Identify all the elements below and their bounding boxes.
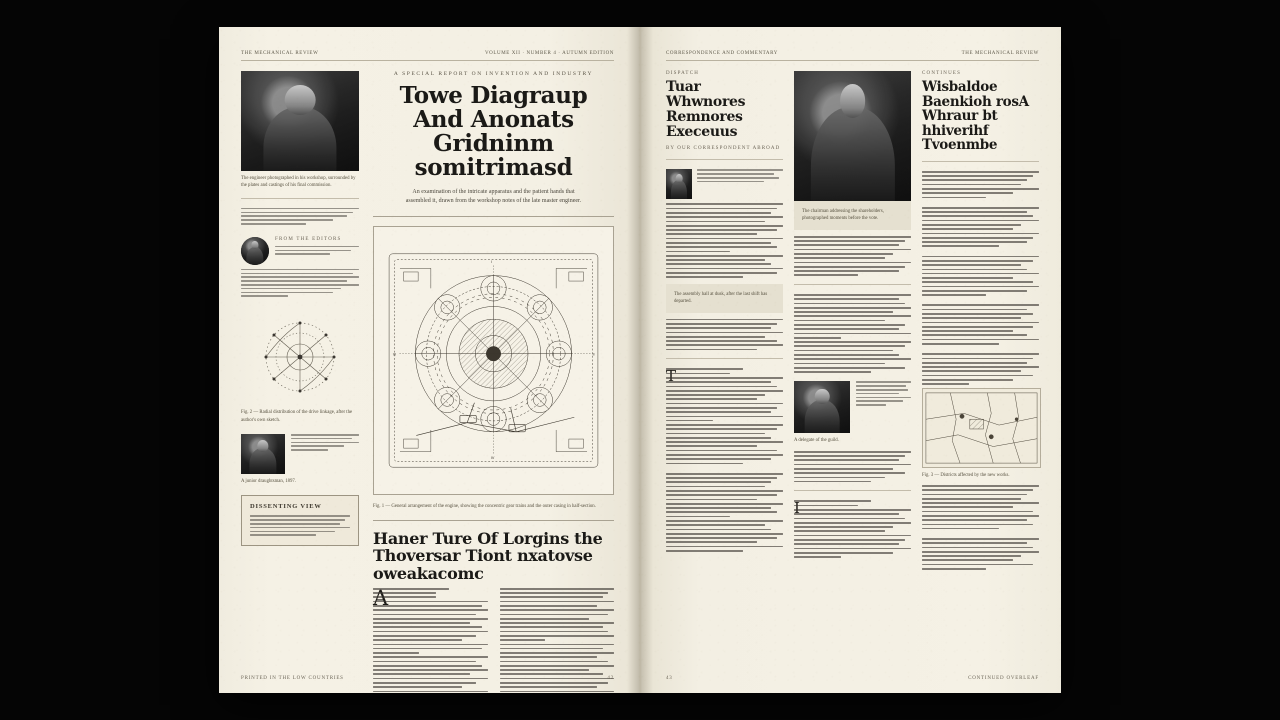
right-folio-note: CONTINUED OVERLEAF	[968, 676, 1039, 681]
right-col1-kicker: DISPATCH	[666, 71, 700, 76]
right-col2-body-lines-a	[794, 236, 911, 276]
dissenting-view-lines	[250, 515, 350, 535]
editors-note-lines	[241, 269, 359, 297]
right-col3-body-lines-g	[922, 538, 1039, 570]
right-col1-rule	[666, 159, 783, 160]
left-page-body	[241, 71, 614, 693]
left-page-running-head	[241, 51, 614, 61]
magazine-spread	[219, 27, 1061, 693]
right-col1-body-lines-d	[666, 473, 783, 552]
district-map-figure	[922, 388, 1041, 468]
right-col1-rule-2	[666, 358, 783, 359]
chairman-feature-photo	[794, 71, 911, 201]
right-col1-photo-caption: The assembly hall at dusk, after the last shift has departed.	[674, 291, 768, 305]
portrait-caption: The engineer photographed in his workshop, surrounded by the plates and castings of his final commission.	[241, 176, 356, 189]
delegate-body-shape	[805, 400, 840, 433]
delegate-lines	[856, 381, 911, 405]
right-col3-body-lines-e	[922, 353, 1039, 385]
avatar-body-shape	[246, 247, 263, 265]
right-col1-body-lines-c	[666, 368, 783, 464]
right-col3-body-lines-d	[922, 304, 1039, 344]
right-col3-body-lines-a	[922, 171, 1039, 198]
right-folio-number: 43	[666, 676, 673, 681]
draughtsman-caption: A junior draughtsman, 1897.	[241, 479, 297, 485]
right-col2-body-lines-b	[794, 294, 911, 373]
right-col2-body-lines-d	[794, 500, 911, 557]
dissenting-view-title: DISSENTING VIEW	[250, 503, 322, 511]
right-col2-rule	[794, 284, 911, 285]
engineer-portrait-photo	[241, 71, 359, 171]
right-col1-lede-block	[666, 169, 783, 199]
delegate-photo	[794, 381, 850, 433]
right-col2-body-lines-c	[794, 451, 911, 483]
sidebar-divider-1	[241, 198, 359, 199]
left-folio-number: 42	[607, 676, 614, 681]
right-running-head-right-text: THE MECHANICAL REVIEW	[961, 51, 1039, 56]
svg-text:III: III	[392, 352, 396, 357]
right-col3-body-lines-b	[922, 207, 1039, 247]
right-running-head-left-text: CORRESPONDENCE AND COMMENTARY	[666, 51, 779, 56]
running-head-left-text: THE MECHANICAL REVIEW	[241, 51, 319, 56]
draughtsman-lines	[291, 434, 359, 451]
secondary-rule	[373, 520, 614, 521]
sidebar-intro-lines	[241, 208, 359, 225]
editors-note-title: FROM THE EDITORS	[275, 236, 342, 242]
draughtsman-block	[241, 434, 359, 474]
thumb-head-shape	[676, 174, 683, 183]
thumb-body-shape	[671, 180, 687, 199]
district-map-caption: Fig. 3 — Districts affected by the new works.	[922, 472, 1010, 478]
right-col1-thumb-photo	[666, 169, 692, 199]
secondary-headline: Haner Ture Of Lorgins the Thoversar Tiont nxatovse oweakacomc	[373, 529, 603, 583]
chairman-head-shape	[840, 84, 866, 118]
right-column-3	[922, 71, 1039, 572]
right-col1-headline: Tuar Whwnores Remnores Execeuus	[666, 79, 746, 141]
dissenting-view-box	[241, 495, 359, 546]
secondary-column-1	[373, 588, 488, 693]
draughtsman-body-shape	[249, 448, 276, 474]
svg-text:I: I	[490, 259, 492, 264]
right-col1-body-lines-a	[666, 203, 783, 277]
right-col3-body-lines-f	[922, 485, 1039, 530]
chairman-body-shape	[810, 107, 894, 201]
right-col3-kicker: CONTINUES	[922, 71, 962, 76]
svg-text:IV: IV	[490, 455, 495, 460]
left-deck: An examination of the intricate apparatus and the patient hands that assembled it, drawn from the workshop notes of the late master engineer.	[405, 188, 582, 204]
secondary-column-2	[500, 588, 615, 693]
right-col3-body-lines-c	[922, 256, 1039, 296]
portrait-body-shape	[263, 107, 336, 171]
right-column-1	[666, 71, 783, 572]
right-page-running-head	[666, 51, 1039, 61]
delegate-caption: A delegate of the guild.	[794, 438, 839, 444]
right-col3-headline: Wisbaldoe Baenkioh rosA Whraur bt hhiverihf Tvoenmbe	[922, 79, 1029, 154]
right-col1-photo-caption-box	[666, 284, 783, 313]
radial-linkage-figure	[241, 309, 359, 405]
right-col1-body-lines-b	[666, 319, 783, 351]
secondary-columns	[373, 588, 614, 693]
draughtsman-photo	[241, 434, 285, 474]
right-page-columns	[666, 71, 1039, 572]
headline-rule	[373, 216, 614, 217]
left-main-area	[373, 71, 614, 693]
editors-note-lines-top	[275, 246, 359, 255]
left-kicker: A SPECIAL REPORT ON INVENTION AND INDUSTRY	[393, 71, 594, 77]
right-col1-lede-lines	[697, 169, 783, 182]
secondary-column-2-lines	[500, 588, 615, 693]
delegate-block	[794, 381, 911, 433]
running-head-right-text: VOLUME XII · NUMBER 4 · AUTUMN EDITION	[484, 51, 614, 56]
editors-note-block	[241, 237, 359, 265]
radial-figure-caption: Fig. 2 — Radial distribution of the drive linkage, after the author's own sketch.	[241, 410, 353, 423]
main-diagram-frame	[373, 226, 614, 495]
delegate-head-shape	[815, 389, 830, 405]
chairman-photo-caption: The chairman addressing the shareholders, photographed moments before the vote.	[802, 209, 884, 222]
main-diagram-caption: Fig. 1 — General arrangement of the engine, showing the concentric gear trains and the outer casing in half-section.	[373, 503, 596, 509]
left-sidebar	[241, 71, 359, 693]
right-col1-byline: BY OUR CORRESPONDENT ABROAD	[666, 146, 781, 152]
editor-avatar	[241, 237, 269, 265]
right-col2-rule-2	[794, 490, 911, 491]
right-col3-rule	[922, 161, 1039, 162]
svg-text:II: II	[592, 352, 595, 357]
chairman-caption-box	[794, 201, 911, 230]
right-column-2	[794, 71, 911, 572]
right-page	[640, 27, 1061, 693]
left-folio-note: PRINTED IN THE LOW COUNTRIES	[241, 676, 344, 681]
left-headline: Towe Diagraup And Anonats Gridninm somitrimasd	[399, 82, 588, 181]
left-page	[219, 27, 640, 693]
mechanical-schematic-figure	[380, 233, 607, 488]
portrait-head-shape	[285, 85, 316, 115]
